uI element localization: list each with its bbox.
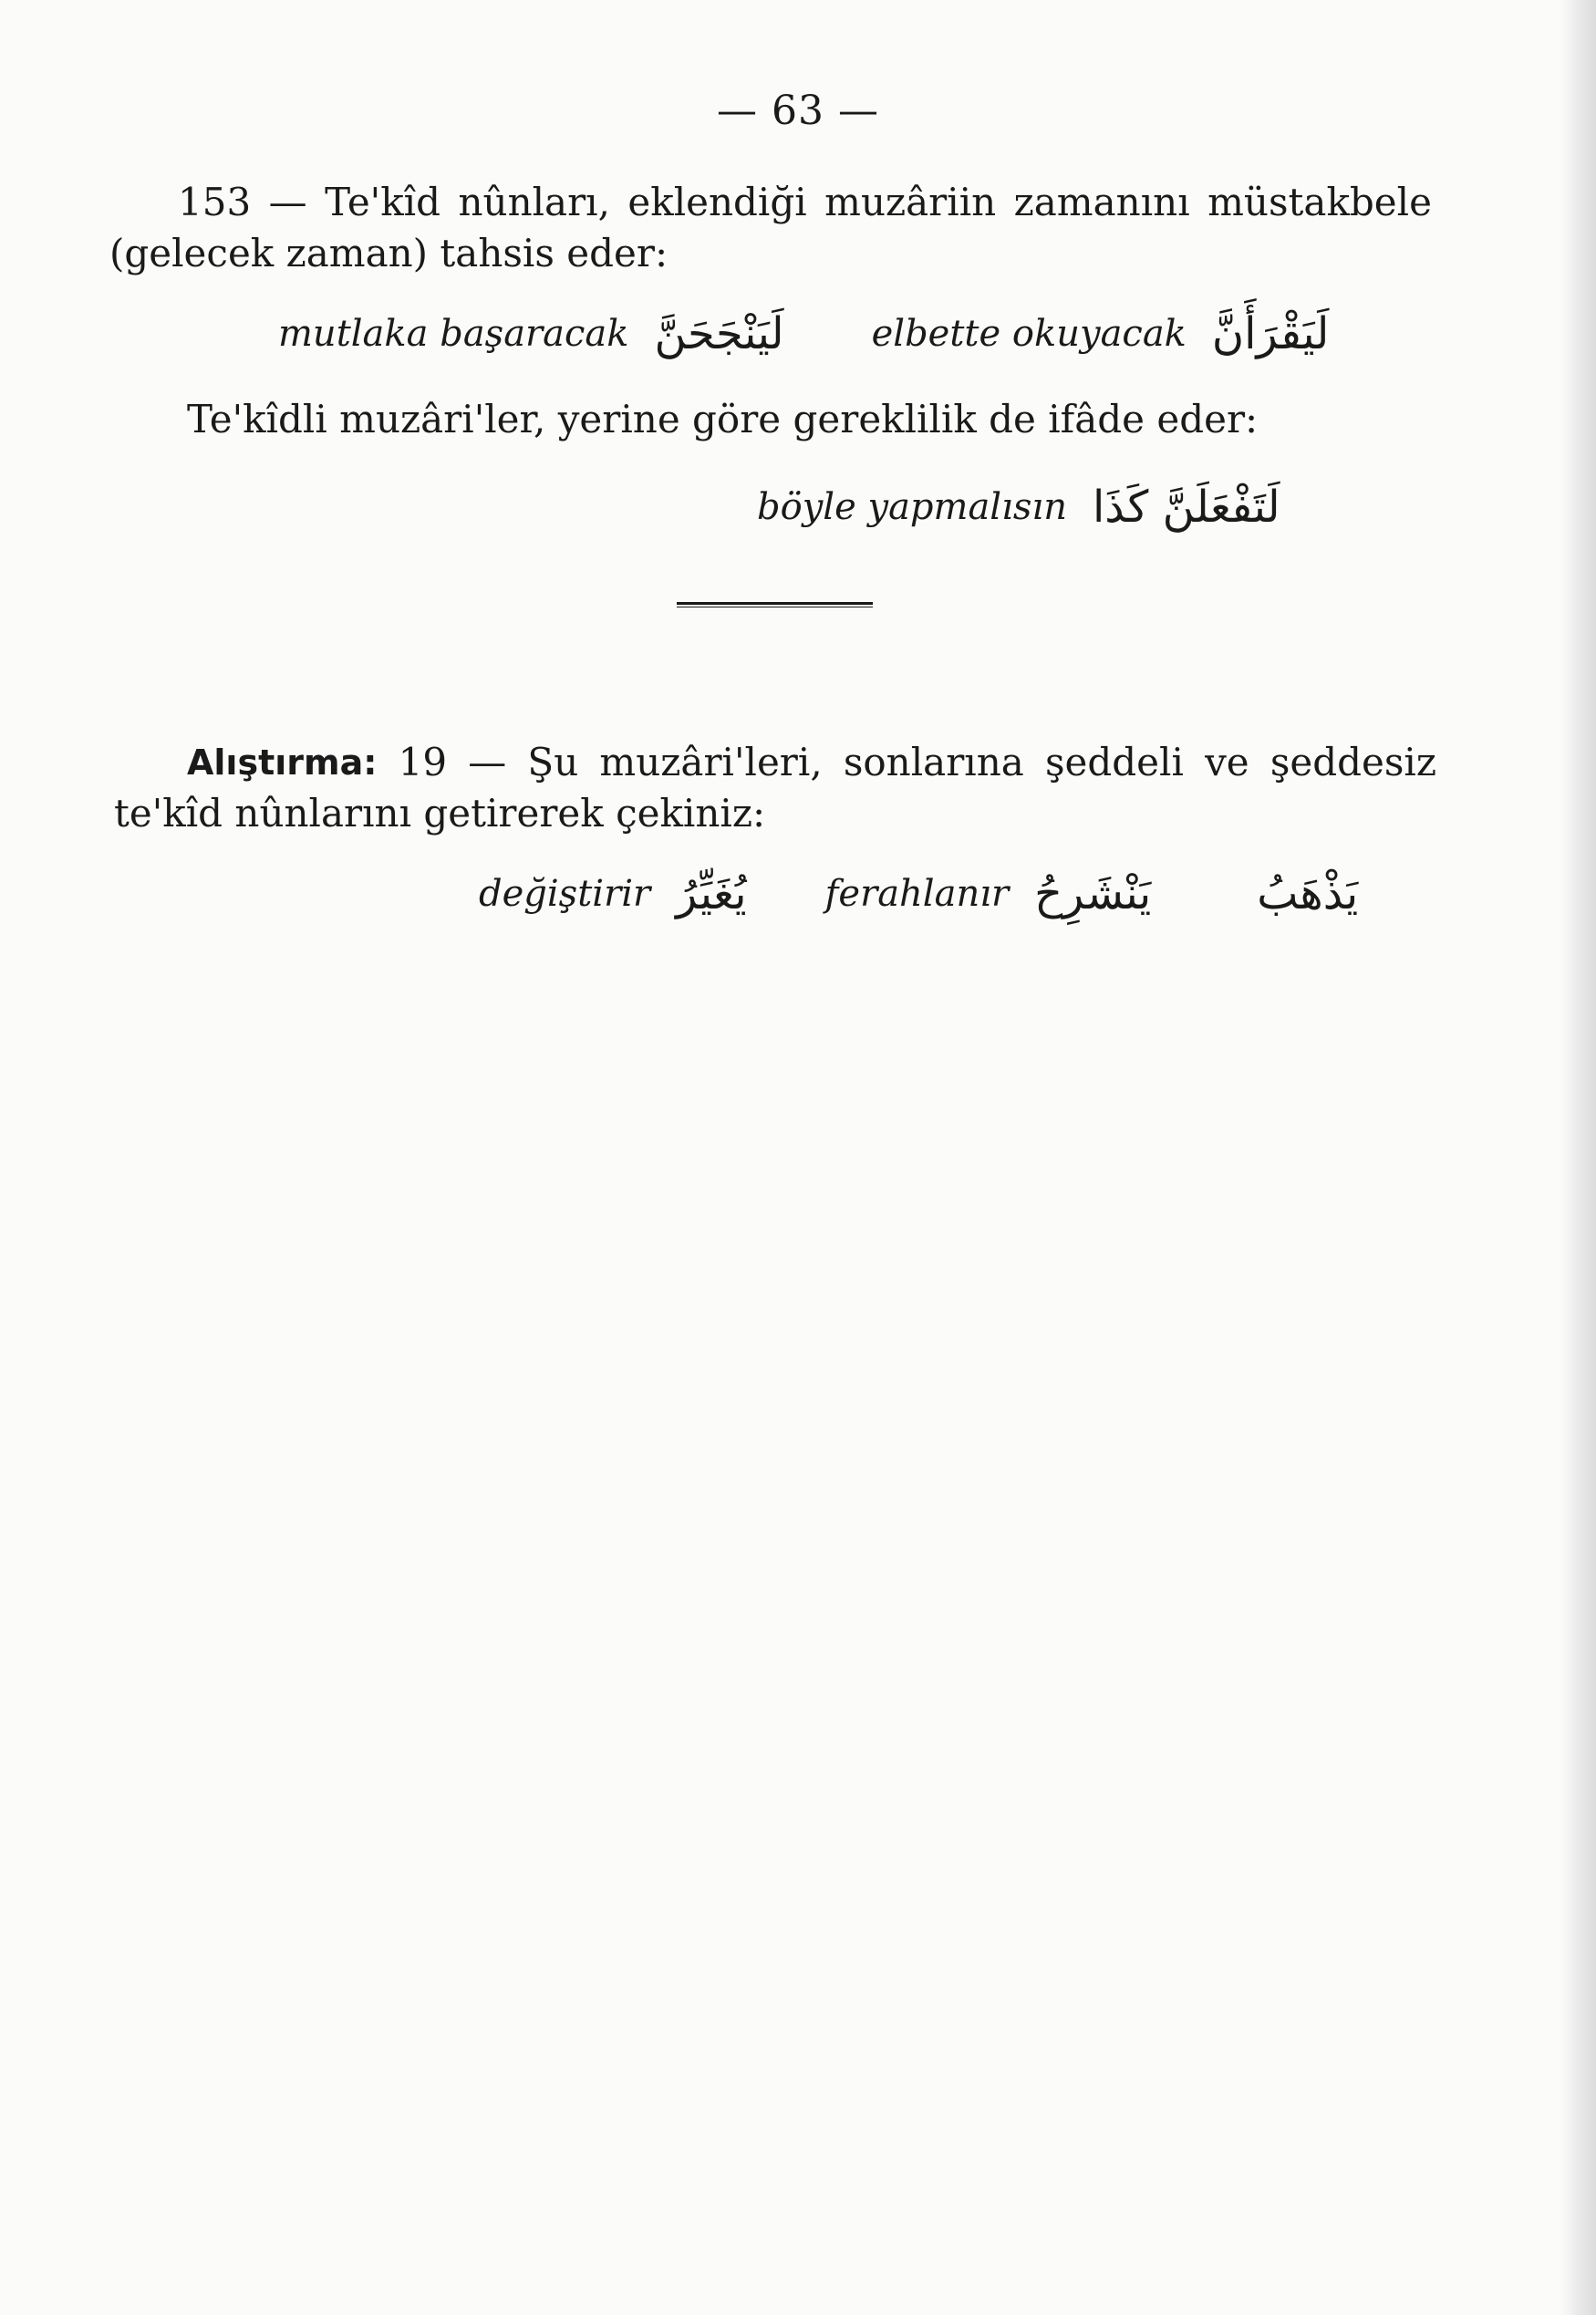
example-arabic: لَيَنْجَحَنَّ bbox=[654, 308, 784, 359]
page-number: — 63 — bbox=[717, 88, 879, 134]
example-translation: değiştirir bbox=[479, 873, 651, 915]
word: muzâri'leri, bbox=[599, 740, 823, 784]
word: — bbox=[468, 740, 507, 784]
examples-row-1 bbox=[278, 308, 1329, 359]
word: Şu bbox=[527, 740, 579, 784]
word: şeddesiz bbox=[1270, 740, 1436, 784]
examples-row-2 bbox=[757, 482, 1280, 533]
word: zamanını bbox=[1013, 180, 1190, 224]
paragraph-line: (gelecek zaman) tahsis eder: bbox=[109, 231, 668, 275]
section-153-paragraph bbox=[109, 177, 1432, 279]
example-translation: elbette okuyacak bbox=[871, 313, 1187, 355]
exercise-paragraph bbox=[114, 737, 1436, 839]
word: muzâriin bbox=[824, 180, 997, 224]
page-edge bbox=[1561, 0, 1596, 2315]
example-arabic: يَذْهَبُ bbox=[1257, 868, 1359, 919]
paragraph-line bbox=[187, 737, 1436, 788]
example-arabic: لَتَفْعَلَنَّ كَذَا bbox=[1092, 482, 1280, 533]
paragraph-line bbox=[178, 177, 1432, 228]
paragraph-line: te'kîd nûnlarını getirerek çekiniz: bbox=[114, 791, 766, 836]
example-arabic: يَنْشَرِحُ bbox=[1034, 868, 1152, 919]
word: eklendiği bbox=[627, 180, 807, 224]
examples-row-3 bbox=[479, 868, 1358, 919]
tekidli-paragraph: Te'kîdli muzâri'ler, yerine göre gereklilik de ifâde eder: bbox=[187, 397, 1259, 441]
word: müstakbele bbox=[1207, 180, 1432, 224]
word: şeddeli bbox=[1044, 740, 1184, 784]
word: 19 bbox=[398, 740, 448, 784]
example-arabic: يُغَيِّرُ bbox=[676, 868, 747, 919]
example-arabic: لَيَقْرَأَنَّ bbox=[1211, 308, 1330, 359]
word: Te'kîd bbox=[325, 180, 441, 224]
exercise-label: Alıştırma: bbox=[187, 742, 378, 783]
example-translation: mutlaka başaracak bbox=[278, 313, 629, 355]
example-translation: böyle yapmalısın bbox=[757, 486, 1067, 528]
word: — bbox=[268, 180, 307, 224]
word: 153 bbox=[178, 180, 252, 224]
word: nûnları, bbox=[458, 180, 610, 224]
word: sonlarına bbox=[843, 740, 1024, 784]
word: ve bbox=[1205, 740, 1249, 784]
example-translation: ferahlanır bbox=[824, 873, 1010, 915]
section-divider bbox=[677, 602, 873, 607]
